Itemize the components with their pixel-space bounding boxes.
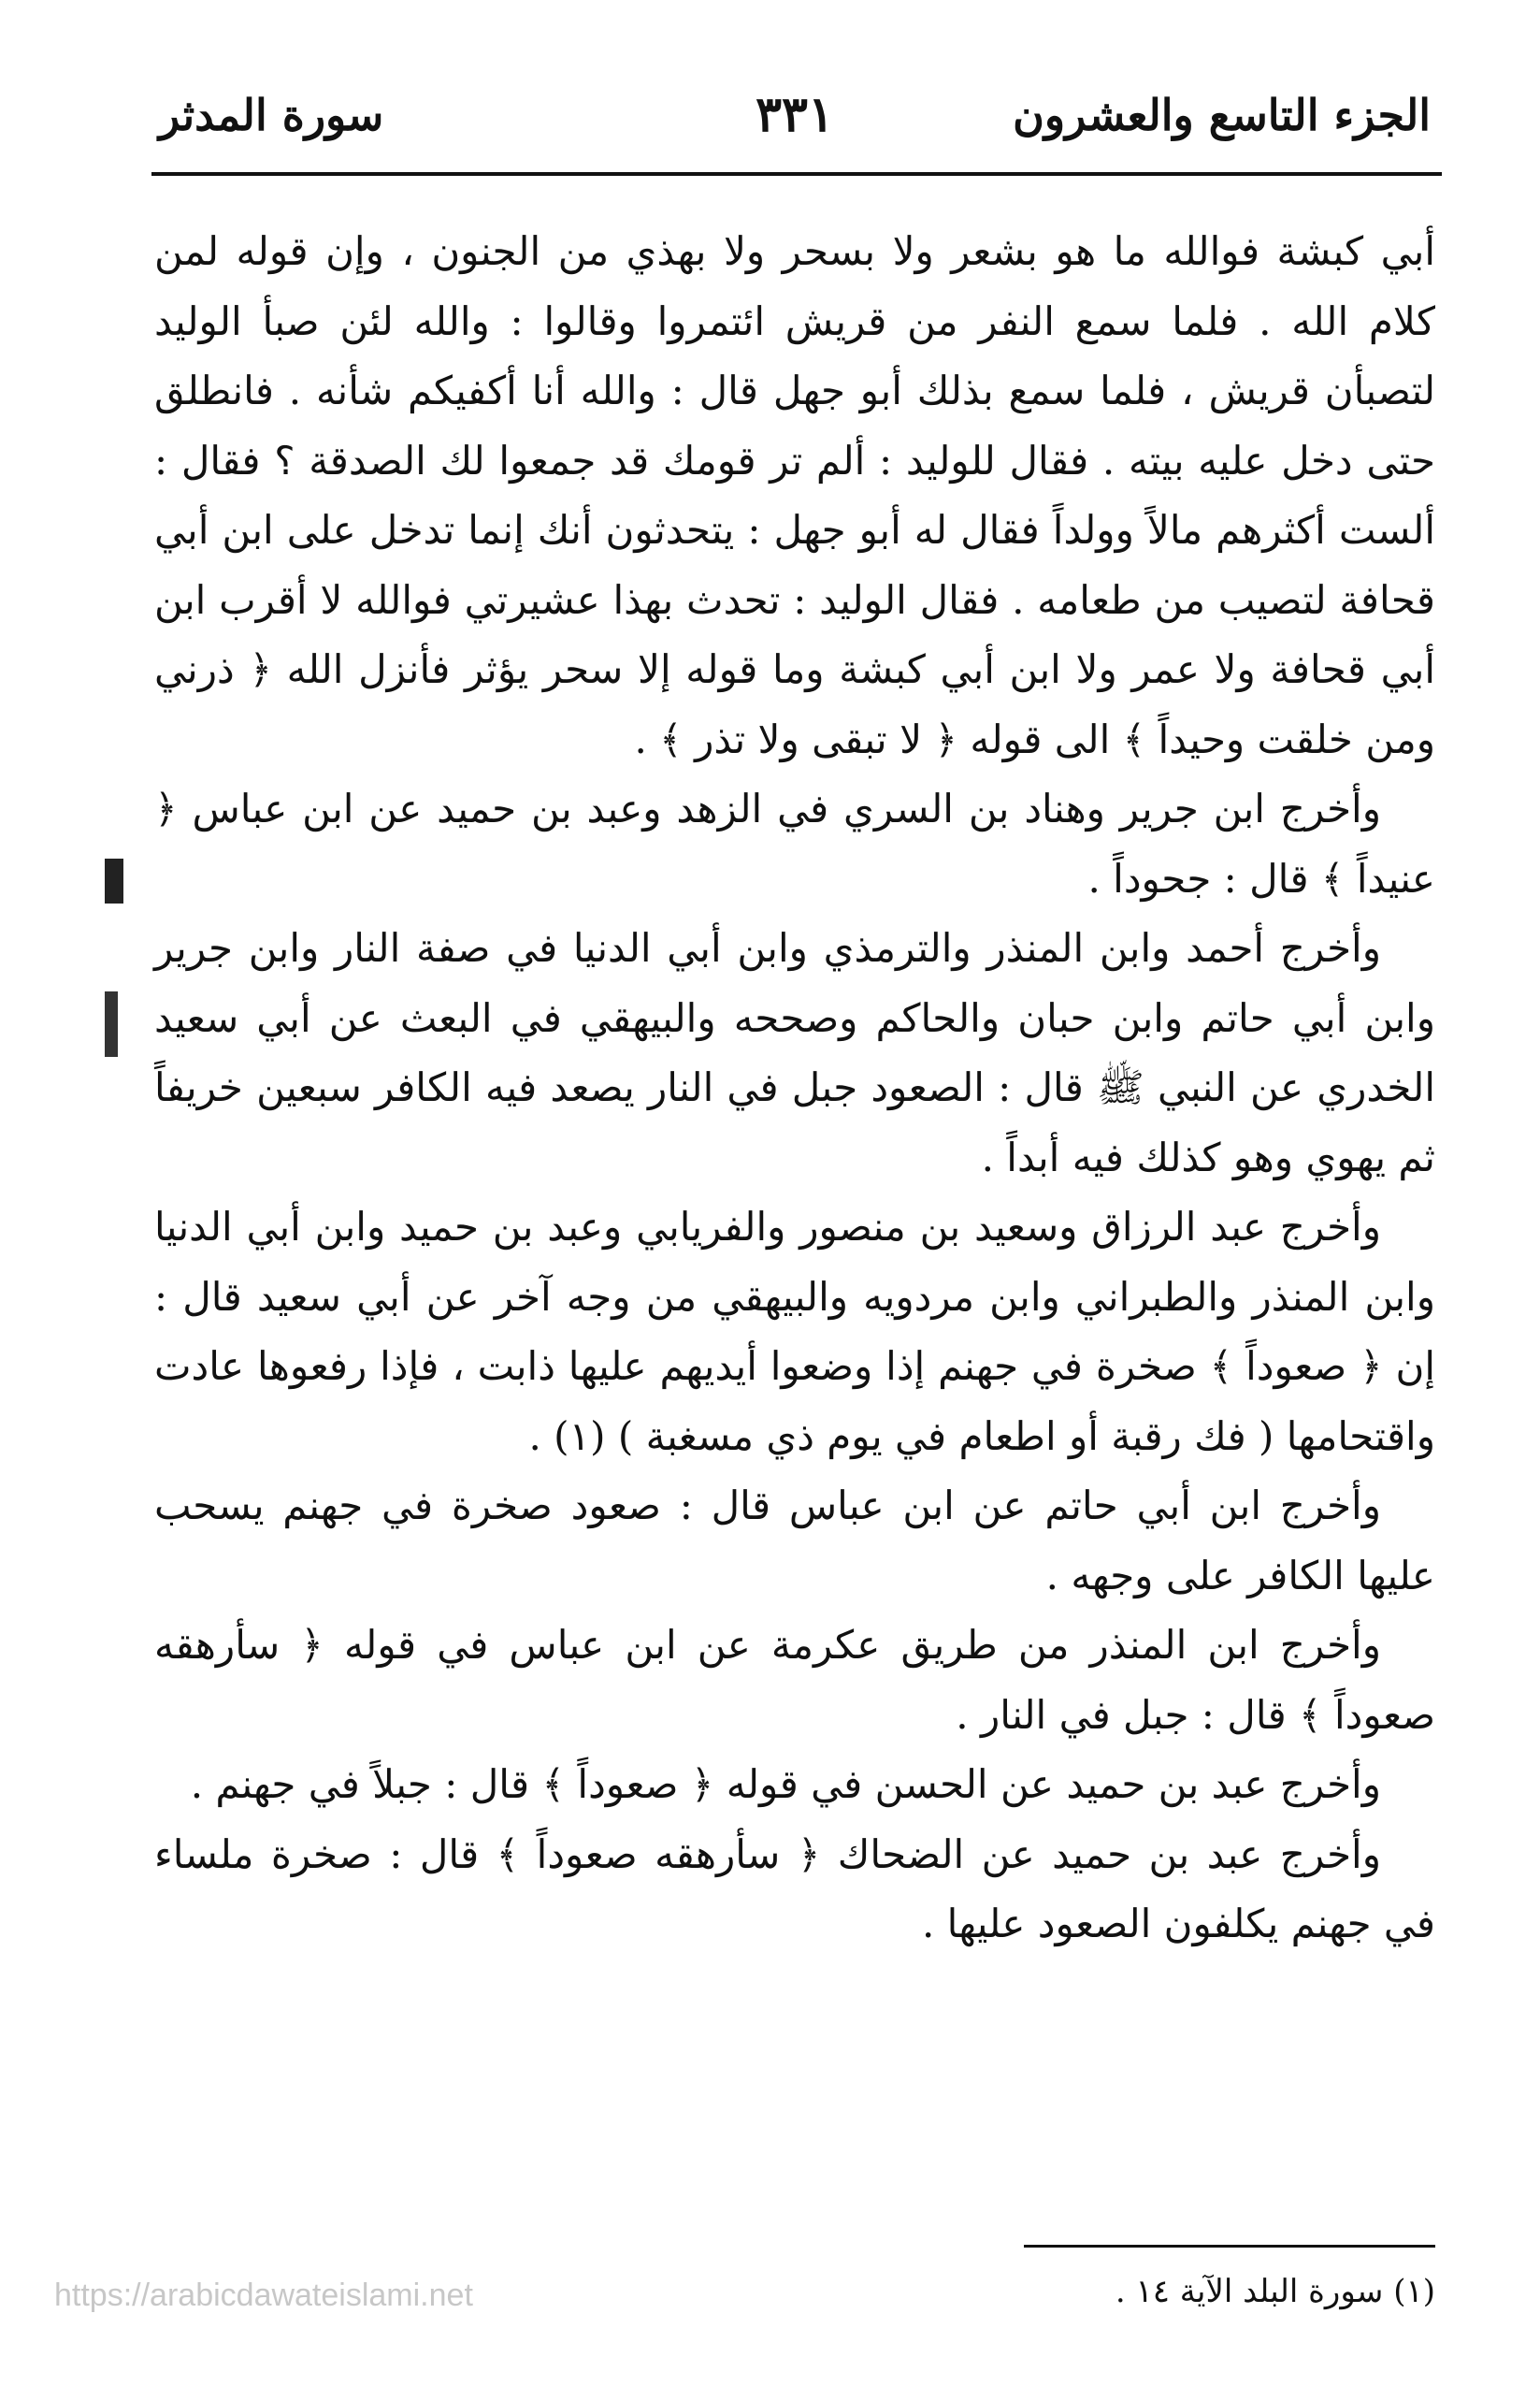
main-text: [154, 217, 1435, 1959]
page-number: ٣٣١: [756, 86, 834, 143]
surah-title: سورة المدثر: [159, 90, 384, 140]
watermark: https://arabicdawateislami.net: [54, 2278, 473, 2313]
paragraph: وأخرج أحمد وابن المنذر والترمذي وابن أبي الدنيا في صفة النار وابن جرير وابن أبي حاتم وابن حبان والحاكم وصححه والبيهقي في البعث عن أبي سعيد الخدري عن النبي ﷺ قال : الصعود جبل في النار يصعد فيه الكافر سبعين خريفاً ثم يهوي وهو كذلك فيه أبداً .: [154, 925, 1435, 1180]
footnote: (١) سورة البلد الآية ١٤ .: [1115, 2273, 1435, 2310]
margin-ink-mark: [105, 859, 123, 904]
paragraph: وأخرج عبد بن حميد عن الحسن في قوله ﴿ صعوداً ﴾ قال : جبلاً في جهنم .: [190, 1761, 1381, 1807]
margin-ink-mark: [105, 991, 118, 1057]
page-header: [159, 82, 1431, 148]
paragraph: وأخرج ابن جرير وهناد بن السري في الزهد وعبد بن حميد عن ابن عباس ﴿ عنيداً ﴾ قال : جحوداً .: [154, 786, 1435, 902]
paragraph: وأخرج عبد الرزاق وسعيد بن منصور والفريابي وعبد بن حميد وابن أبي الدنيا وابن المنذر والطبراني وابن مردويه والبيهقي من وجه آخر عن أبي سعيد قال : إن ﴿ صعوداً ﴾ صخرة في جهنم إذا وضعوا أيديهم عليها ذابت ، فإذا رفعوها عادت واقتحامها ( فك رقبة أو اطعام في يوم ذي مسغبة ) (١) .: [154, 1204, 1435, 1459]
paragraph: وأخرج عبد بن حميد عن الضحاك ﴿ سأرهقه صعوداً ﴾ قال : صخرة ملساء في جهنم يكلفون الصعود عليها .: [154, 1830, 1435, 1946]
paragraph: وأخرج ابن المنذر من طريق عكرمة عن ابن عباس في قوله ﴿ سأرهقه صعوداً ﴾ قال : جبل في النار .: [154, 1622, 1435, 1738]
header-divider: [151, 172, 1442, 176]
footnote-divider: [1024, 2245, 1435, 2248]
paragraph: أبي كبشة فوالله ما هو بشعر ولا بسحر ولا بهذي من الجنون ، وإن قوله لمن كلام الله . فلما سمع النفر من قريش ائتمروا وقالوا : والله لئن صبأ الوليد لتصبأن قريش ، فلما سمع بذلك أبو جهل قال : والله أنا أكفيكم شأنه . فانطلق حتى دخل عليه بيته . فقال للوليد : ألم تر قومك قد جمعوا لك الصدقة ؟ فقال : ألست أكثرهم مالاً وولداً فقال له أبو جهل : يتحدثون أنك إنما تدخل على ابن أبي قحافة لتصيب من طعامه . فقال الوليد : تحدث بهذا عشيرتي فوالله لا أقرب ابن أبي قحافة ولا عمر ولا ابن أبي كبشة وما قوله إلا سحر يؤثر فأنزل الله ﴿ ذرني ومن خلقت وحيداً ﴾ الى قوله ﴿ لا تبقى ولا تذر ﴾ .: [154, 228, 1435, 762]
volume-title: الجزء التاسع والعشرون: [1013, 90, 1431, 140]
paragraph: وأخرج ابن أبي حاتم عن ابن عباس قال : صعود صخرة في جهنم يسحب عليها الكافر على وجهه .: [154, 1482, 1435, 1598]
